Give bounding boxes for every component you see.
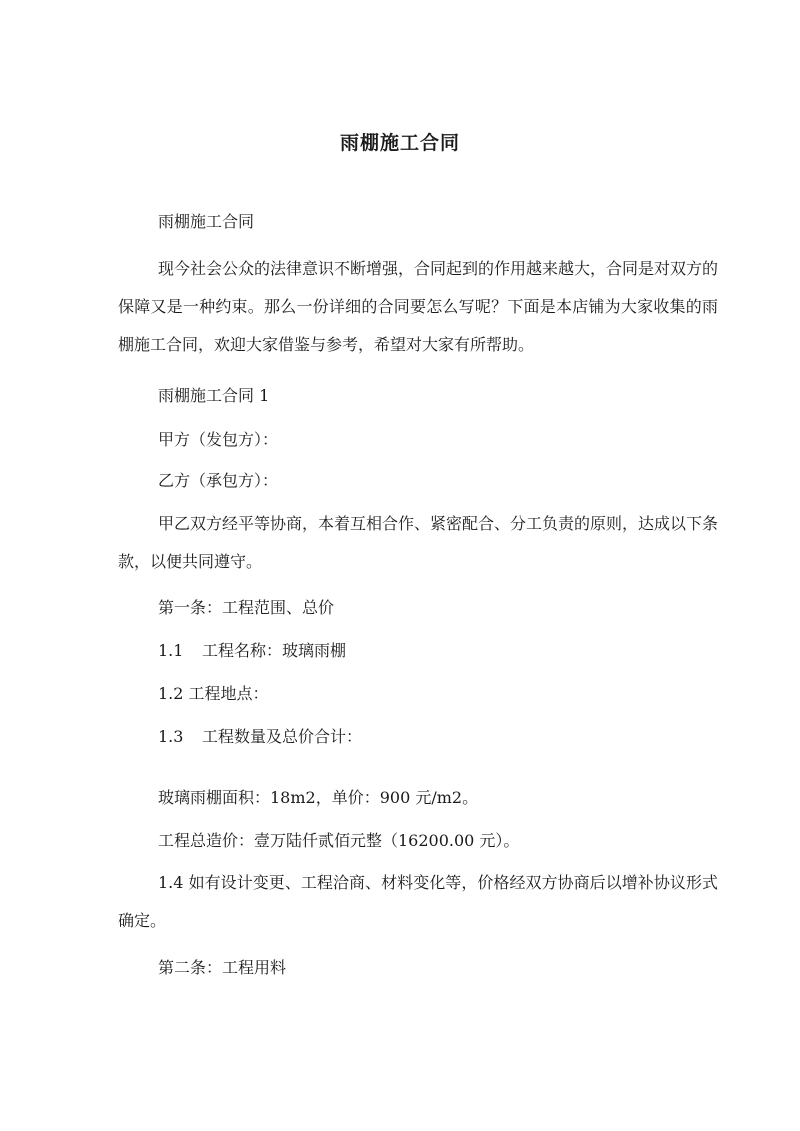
paragraph-intro: 现今社会公众的法律意识不断增强，合同起到的作用越来越大，合同是对双方的保障又是一种约束。那么一份详细的合同要怎么写呢？下面是本店铺为大家收集的雨棚施工合同，欢迎大家借鉴与参考，希望对大家有所帮助。 — [118, 259, 719, 354]
item-text: 工程名称：玻璃雨棚 — [202, 641, 347, 660]
paragraph-item-1-4: 1.4 如有设计变更、工程洽商、材料变化等，价格经双方协商后以增补协议形式确定。 — [118, 873, 718, 930]
paragraph-party-a: 甲方（发包方）： — [158, 430, 279, 449]
paragraph-party-b: 乙方（承包方）： — [158, 471, 279, 490]
paragraph-heading: 雨棚施工合同 — [158, 212, 255, 231]
paragraph-contract-1: 雨棚施工合同 1 — [158, 386, 270, 405]
paragraph-area-price: 玻璃雨棚面积：18m2，单价：900 元/m2。 — [158, 788, 479, 807]
item-1-1 — [158, 632, 758, 670]
paragraph-agreement: 甲乙双方经平等协商，本着互相合作、紧密配合、分工负责的原则，达成以下条款，以便共同遵守。 — [118, 514, 719, 571]
item-text: 1.2 工程地点： — [158, 684, 269, 703]
item-1-3 — [158, 718, 758, 756]
item-1-2 — [158, 675, 758, 713]
document-title: 雨棚施工合同 — [339, 132, 460, 154]
paragraph-article-2: 第二条：工程用料 — [158, 958, 287, 977]
paragraph-article-1: 第一条：工程范围、总价 — [158, 598, 335, 617]
paragraph-total-price: 工程总造价：壹万陆仟贰佰元整（16200.00 元）。 — [158, 831, 520, 850]
item-number: 1.1 — [158, 641, 184, 660]
item-number: 1.3 — [158, 727, 184, 746]
item-text: 工程数量及总价合计： — [202, 727, 363, 746]
